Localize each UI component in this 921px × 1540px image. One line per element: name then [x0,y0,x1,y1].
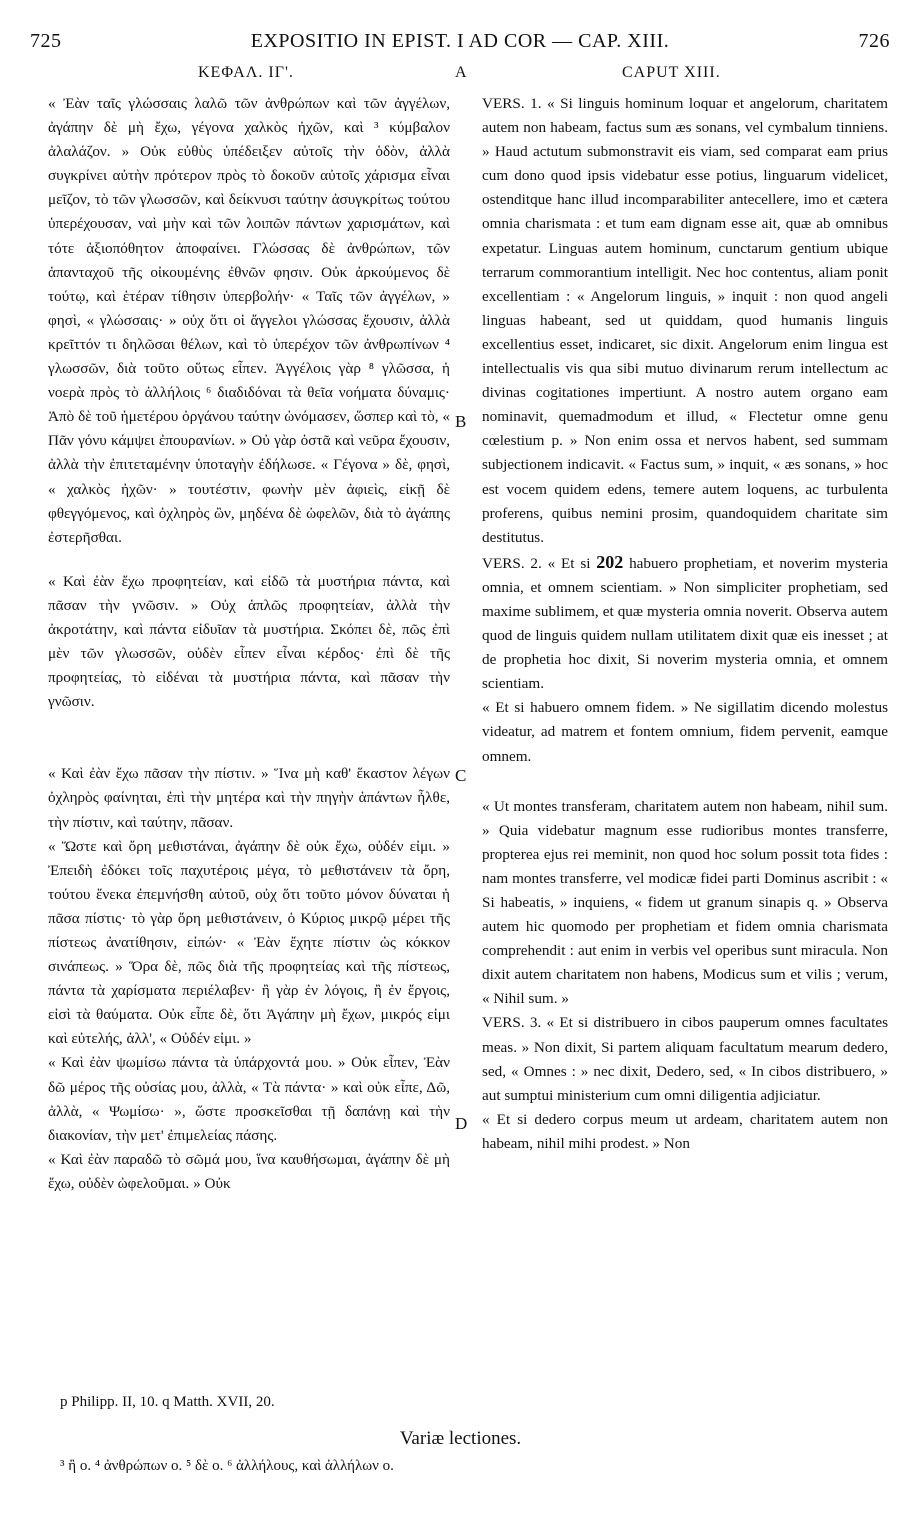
greek-paragraph: « Καὶ ἐὰν ἔχω προφητείαν, καὶ εἰδῶ τὰ μυστήρια πάντα, καὶ πᾶσαν τὴν γνῶσιν. » Οὐχ ἁπλῶς προφητείαν, ἀλλὰ τὴν ἀκροτάτην, καὶ πάντα εἰδυῖαν τὰ μυστήρια. Σκόπει δὲ, πῶς ἐπὶ μὲν τῶν γλωσσῶν, οὐδὲν εἶπεν εἶναι κέρδος· ἐπὶ δὲ τῆς προφητείας, τὸ εἰδέναι τὰ μυστήρια πάντα, καὶ πᾶσαν τὴν γνῶσιν. [48,572,450,711]
latin-paragraph: « Et si habuero omnem fidem. » Ne sigillatim dicendo molestus videatur, ad matrem et fontem omnium, fidem pervenit, eamque omnem. [482,699,888,765]
latin-column [482,92,888,1156]
latin-paragraph: « Ut montes transferam, charitatem autem non habeam, nihil sum. » Quia videbatur magnum esse rudioribus montes transferre, propterea ejus rei meminit, non quod hoc solum possit tota fides : nam montes transferre, vel modicæ fidei parti Dominus ascribit : « Si habeatis, » inquiens, « fidem ut granum sinapis q. » Observa autem hic quomodo per prophetiam et fidem omnia charismata comprehendit : aut enim in verbis vel operibus sunt miracula. Non dixit autem charitatem non habens, Modicus sum et vilis ; verum, « Nihil sum. » [482,797,888,1008]
margin-letter-c: C [455,766,467,785]
greek-paragraph: « Καὶ ἐὰν παραδῶ τὸ σῶμά μου, ἵνα καυθήσωμαι, ἀγάπην δὲ μὴ ἔχω, οὐδὲν ὠφελοῦμαι. » Οὐκ [48,1150,450,1192]
page-number-right: 726 [858,30,890,52]
latin-paragraph [482,550,888,697]
margin-letter-b: B [455,412,467,431]
running-title: EXPOSITIO IN EPIST. I AD COR — CAP. XIII. [250,30,670,52]
greek-chapter-heading: ΚΕΦΑΛ. ΙΓ'. [198,64,294,81]
greek-paragraph: « Καὶ ἐὰν ἔχω πᾶσαν τὴν πίστιν. » Ἵνα μὴ καθ' ἕκαστον λέγων ὀχληρὸς φαίνηται, ἐπὶ τὴν μητέρα καὶ τὴν πηγὴν ἁπάντων ἦλθε, τὴν πίστιν, καὶ ταύτην, πᾶσαν. [48,765,450,831]
column-number: 202 [596,551,624,572]
variae-lectiones-title: Variæ lectiones. [399,1428,522,1449]
latin-paragraph: « Et si dedero corpus meum ut ardeam, charitatem autem non habeam, nihil mihi prodest. » Non [482,1110,888,1152]
column-marker-a: A [455,64,468,81]
greek-paragraph: « Ὥστε καὶ ὄρη μεθιστάναι, ἀγάπην δὲ οὐκ ἔχω, οὐδέν εἰμι. » Ἐπειδὴ ἐδόκει τοῖς παχυτέροις μέγα, τὸ μεθιστάνειν τὰ ὄρη, τούτου ἕνεκα ἐπεμνήσθη αὐτοῦ, οὐχ ὅτι τοῦτο μόνον δύναται ἡ πᾶσα πίστις· τὸ γὰρ ὄρη μεθιστάνειν, ὁ Κύριος μικρῷ μέρει τῆς πίστεως ἀνατίθησιν, εἰπών· « Ἐὰν ἔχητε πίστιν ὡς κόκκον σινάπεως. » Ὅρα δὲ, πῶς διὰ τῆς προφητείας καὶ τῆς πίστεως, πάντα τὰ χαρίσματα περιέλαβεν· ἢ γὰρ ἐν λόγοις, ἢ ἐν ἔργοις, εἰσὶ τὰ θαύματα. Οὐκ εἶπε δὲ, ὅτι Ἀγάπην μὴ ἔχων, μικρός εἰμι καὶ εὐτελής, ἀλλ', « Οὐδέν εἰμι. » [48,837,450,1048]
greek-column [48,92,450,1196]
greek-paragraph: « Καὶ ἐὰν ψωμίσω πάντα τὰ ὑπάρχοντά μου. » Οὐκ εἶπεν, Ἐὰν δῶ μέρος τῆς οὐσίας μου, ἀλλὰ, « Τὰ πάντα· » καὶ οὐκ εἶπε, Δῶ, ἀλλὰ, « Ψωμίσω· », ὥστε προσκεῖσθαι τῇ δαπάνῃ καὶ τὴν διακονίαν, τὴν μετ' ἐπιμελείας πάσης. [48,1054,450,1144]
verse-label: VERS. 1. [482,95,542,112]
latin-text: habuero prophetiam, et noverim mysteria omnia, et omnem scientiam. » Non simpliciter prophetiam, sed maxime sublimem, et quæ mysteria omnia noverit. Observa autem quod de linguis quidem nullam utilitatem dixit quæ eis inesset ; at de prophetia hoc dixit, Si noverim mysteria omnia, et omnem scientiam. [482,554,889,693]
latin-text: « Si linguis hominum loquar et angelorum, charitatem autem non habeam, factus sum æs sonans, vel cymbalum tinniens. » Haud actutum submonstravit eis viam, sed comparat eam prius cum dono quod ipsis videbatur esse potius, linguarum videlicet, ostenditque hanc illud incomparabiliter antecellere, imo et cætera omnia charismata : et tum eam dignam esse ait, quæ ab omnibus expetatur. Linguas autem hominum, cunctarum gentium ubique terrarum commorantium intelligit. Nec hoc contentus, aliam ponit excellentiam : « Angelorum linguis, » inquit : non quod angeli linguas habeant, sed ut quiddam, quod humanis linguis excellentius esset, indicaret, sic dixit. Angelorum enim lingua est intellectualis vis qua sibi mutuo divinarum rerum intellectum ac divinas cogitationes impertiunt. A nostro autem organo eam nominavit, quemadmodum et illud, « Flectetur omne genu cœlestium p. » Non enim ossa et nervos habent, sed summam subjectionem indicavit. « Factus sum, » inquit, « æs sonans, » hoc est vocem quidem edens, temere autem loquens, ac turbulenta proferens, quibus nemini prosim, quandoquidem charitate sim destitutus. [482,95,888,546]
running-header [30,30,890,60]
greek-paragraph: « Ἐὰν ταῖς γλώσσαις λαλῶ τῶν ἀνθρώπων καὶ τῶν ἀγγέλων, ἀγάπην δὲ μὴ ἔχω, γέγονα χαλκὸς ἠχῶν, καὶ ³ κύμβαλον ἀλαλάζον. » Οὐκ εὐθὺς ὑπέδειξεν αὐτοῖς τὴν ὁδὸν, ἀλλὰ συγκρίνει αὐτὴν πρότερον πρὸς τὸ δοκοῦν αὐτοῖς χάρισμα εἶναι μεῖζον, τὸ τῶν γλωσσῶν, καὶ δείκνυσι ταύτην ἀσυγκρίτως τούτου ὑπερέχουσαν, ναὶ μὴν καὶ τῶν λοιπῶν πάντων χαρισμάτων, καὶ τότε ἀξιοπόθητον ἀποφαίνει. Γλώσσας δὲ ἀνθρώπων, τῶν ἁπανταχοῦ τῆς οἰκουμένης ἐθνῶν φησιν. Οὐκ ἀρκούμενος δὲ τούτῳ, καὶ ἑτέραν τίθησιν ὑπερβολήν· « Ταῖς τῶν ἀγγέλων, » φησὶ, « γλώσσαις· » οὐχ ὅτι οἱ ἄγγελοι γλώσσας ἔχουσιν, ἀλλὰ κρεῖττόν τι δηλῶσαι θέλων, καὶ τὸ ὑπερέχον τῶν ἀνθρωπίνων ⁴ γλωσσῶν, διὰ τοῦτο οὕτως εἶπεν. Ἀγγέλοις γὰρ ⁸ γλῶσσα, ἡ νοερὰ πρὸς τὸ ἀλλήλοις ⁶ διαδιδόναι τὰ θεῖα νοήματα δύναμις· Ἀπὸ δὲ τοῦ ἡμετέρου ὀργάνου ταύτην ὠνόμασεν, ὥσπερ καὶ τὸ, « Πᾶν γόνυ κάμψει ἐπουρανίων. » Οὐ γὰρ ὀστᾶ καὶ νεῦρα ἔχουσιν, ἀλλὰ τὴν ἐπιτεταμένην ὑποταγὴν ἐδήλωσε. « Γέγονα » δὲ, φησὶ, « χαλκὸς ἠχῶν· » τουτέστιν, φωνὴν μὲν ἀφιεὶς, εἰκῇ δὲ φθεγγόμενος, καὶ ὀχληρὸς ὢν, μηδένα δὲ ὠφελῶν, διὰ τὸ ἀγάπης ἐστερῆσθαι. [48,95,450,546]
page-number-left: 725 [30,30,62,52]
latin-paragraph [482,1011,888,1107]
latin-text: « Et si distribuero in cibos pauperum omnes facultates meas. » Non dixit, Si partem aliquam facultatum mearum dedero, sed, « Omnes : » nec dixit, Dedero, sed, « In cibos distribuero, » aut sumptui ministerium cum omni diligentia adjiciatur. [482,1014,889,1104]
footnotes: p Philipp. II, 10. q Matth. XVII, 20. [60,1394,275,1410]
latin-text: « Et si [547,554,591,572]
latin-chapter-heading: CAPUT XIII. [622,64,721,81]
latin-paragraph [482,92,888,550]
verse-label: VERS. 2. [482,554,542,572]
verse-label: VERS. 3. [482,1014,542,1032]
variae-lectiones-notes: ³ ἢ ο. ⁴ ἀνθρώπων ο. ⁵ δὲ ο. ⁶ ἀλλήλους, καὶ ἀλλήλων ο. [60,1458,394,1474]
margin-letter-d: D [455,1114,468,1133]
